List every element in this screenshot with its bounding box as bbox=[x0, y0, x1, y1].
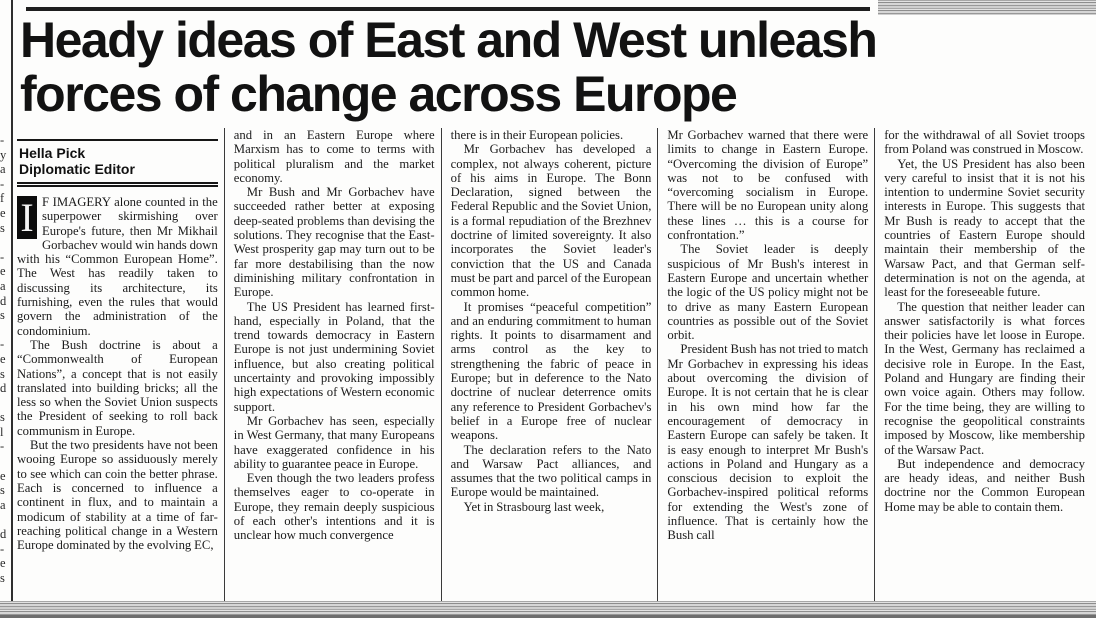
article-column-5 bbox=[874, 128, 1091, 601]
article-paragraph: Yet, the US President has also been very careful to insist that it is not his intention to undermine Soviet security interests in Europe. This suggests that Mr Bush is ready to accept that the countries of Eastern Europe should maintain their membership of the Warsaw Pact, and that German self-determination is not on the agenda, at least for the foreseeable future. bbox=[884, 156, 1085, 300]
article-paragraph: Yet in Strasbourg last week, bbox=[463, 499, 605, 514]
article-paragraph: Mr Gorbachev warned that there were limits to change in Eastern Europe. “Overcoming the division of Europe” was not to be confused with “overcoming socialism in Europe. There will be no European unity along these lines … this is a course for confrontation.” bbox=[667, 128, 869, 243]
article-paragraph: Mr Gorbachev has developed a complex, not always coherent, picture of his aims in Europe. The Bonn Declaration, signed between the Federal Republic and the Soviet Union, is a formal repudiation of the Brezhnev doctrine of limited sovereignty. It also incorporates the Soviet leader's conviction that the US and Canada must be part and parcel of the European common home. bbox=[450, 142, 652, 300]
article-column-2 bbox=[224, 128, 441, 601]
headline-top-rule bbox=[26, 7, 870, 11]
article-paragraph: President Bush has not tried to match Mr Gorbachev in expressing his ideas about overcoming the division of Europe. It is not certain that he is clear in his own mind how far the encouragement of democracy in Eastern Europe can safely be taken. It is easy enough to interpret Mr Bush's actions in Poland and Hungary as a conscious decision to exploit the Gorbachev-inspired political reforms for extending the West's zone of influence. That is certainly how the Bush call bbox=[667, 342, 869, 543]
page-edge-rule bbox=[11, 0, 13, 601]
scan-noise-bottom bbox=[0, 601, 1096, 618]
article-paragraph: The Soviet leader is deeply suspicious of Mr Bush's interest in Eastern Europe and uncertain whether the logic of the US policy might not be to drive as many Eastern European countries as possible out of the Soviet orbit. bbox=[667, 242, 869, 343]
article-column-4 bbox=[657, 128, 874, 601]
article-paragraph: But the two presidents have not been wooing Europe so assiduously merely to see which can coin the better phrase. Each is concerned to influence a continent in flux, and to maintain a modicum of stability at a time of far-reaching political change in a Western Europe dominated by the evolving EC, bbox=[17, 438, 218, 553]
headline-line-1: Heady ideas of East and West unleash bbox=[20, 12, 877, 68]
article-paragraph: Mr Bush and Mr Gorbachev have succeeded rather better at exposing deep-seated problems than devising the solutions. They recognise that the East-West prosperity gap may turn out to be far more destabilising than the now diminishing military confrontation in Europe. bbox=[233, 185, 435, 300]
scan-noise-top-right bbox=[878, 0, 1096, 15]
article-column-1 bbox=[17, 128, 224, 601]
article-paragraph: The declaration refers to the Nato and Warsaw Pact alliances, and assumes that the two political camps in Europe would be maintained. bbox=[450, 442, 652, 500]
byline-name: Hella Pick bbox=[19, 145, 86, 161]
left-edge-fragments: - y a - f e s - e a d s - e s d s l - e s a d - e s bbox=[0, 133, 7, 585]
article-paragraph: The Bush doctrine is about a “Commonwealth of European Nations”, a concept that is not easily translated into building bricks; all the less so when the Soviet Union suspects the President of seeking to roll back communism in Europe. bbox=[17, 337, 218, 438]
article-paragraph: I F IMAGERY alone counted in the superpower skirmishing over Europe's future, then Mr Mikhail Gorbachev would win hands down with his “Common European Home”. The West has readily taken to discussing its architecture, its furnishing, even the rules that would govern the administration of the condominium. bbox=[17, 195, 218, 338]
article-paragraph: The question that neither leader can answer satisfactorily is what forces their policies have let loose in Europe. In the West, Germany has reclaimed a decisive role in Europe. In the East, Poland and Hungary are finding their own voice again. Others may follow. For the time being, they are willing to recognise the geopolitical constraints imposed by Moscow, like membership of the Warsaw Pact. bbox=[884, 299, 1085, 457]
article-paragraph: The US President has learned first-hand, especially in Poland, that the trend towards democracy in Eastern Europe is not just undermining Soviet influence, but also creating political uncertainty and provoking impossibly high expectations of Western economic support. bbox=[233, 299, 435, 414]
article-columns bbox=[17, 128, 1091, 601]
drop-cap: I bbox=[17, 196, 37, 239]
article-paragraph: for the withdrawal of all Soviet troops from Poland was construed in Moscow. bbox=[884, 128, 1085, 157]
article-column-3 bbox=[441, 128, 658, 601]
article-paragraph: It promises “peaceful competition” and an enduring commitment to human rights. It points to disarmament and arms control as the key to strengthening the fabric of peace in Europe; but in deference to the Nato doctrine of nuclear deterrence omits any reference to President Gorbachev's belief in a Europe free of nuclear weapons. bbox=[450, 299, 652, 443]
article-paragraph: But independence and democracy are heady ideas, and neither Bush doctrine nor the Common European Home may be able to contain them. bbox=[884, 456, 1085, 514]
byline bbox=[17, 139, 218, 187]
headline bbox=[20, 13, 876, 121]
byline-role: Diplomatic Editor bbox=[19, 161, 135, 177]
article-paragraph: there is in their European policies. bbox=[450, 128, 624, 142]
article-paragraph: Even though the two leaders profess themselves eager to co-operate in Europe, they remain deeply suspicious of each other's intentions and it is unclear how much convergence bbox=[233, 471, 435, 543]
article-paragraph: and in an Eastern Europe where Marxism has to come to terms with political pluralism and the market economy. bbox=[233, 128, 435, 185]
article-paragraph: Mr Gorbachev has seen, especially in West Germany, that many Europeans have exaggerated confidence in his ability to guarantee peace in Europe. bbox=[233, 413, 435, 471]
headline-line-2: forces of change across Europe bbox=[20, 66, 737, 122]
